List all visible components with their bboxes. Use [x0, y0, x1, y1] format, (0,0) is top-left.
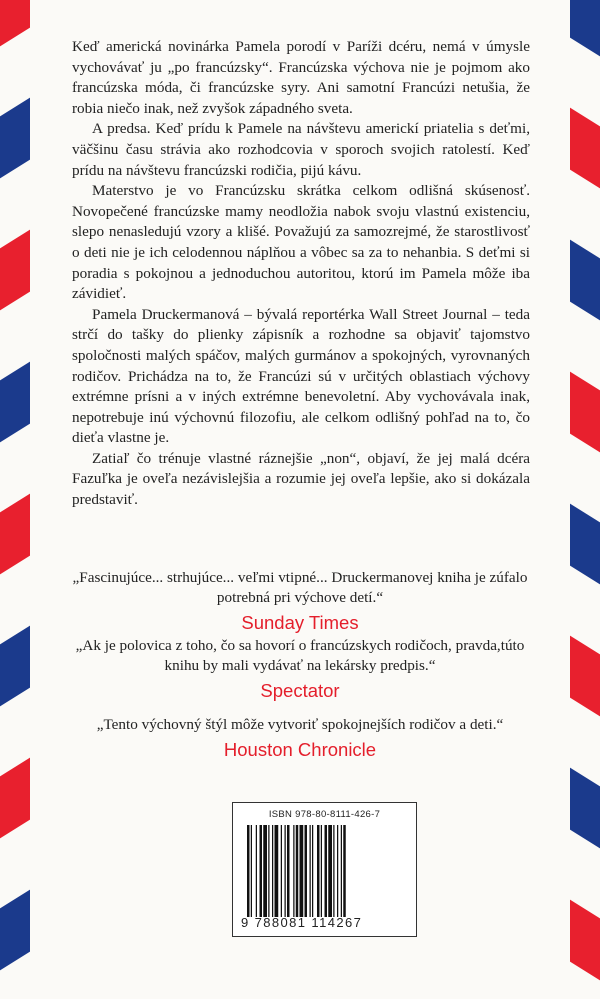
barcode-bar [296, 825, 299, 917]
barcode-bar [293, 825, 294, 917]
border-stripe-red [570, 108, 600, 199]
border-stripe-blue [0, 626, 30, 717]
barcode-digits: 9 788081 114267 [241, 915, 363, 930]
quote-text: „Fascinujúce... strhujúce... veľmi vtipné... Druckermanovej kniha je zúfalo potrebná pri výchove detí.“ [72, 569, 528, 606]
quote-text: „Ak je polovica z toho, čo sa hovorí o francúzskych rodičoch, pravda,túto knihu by mali vydávať na lekársky predpis.“ [75, 637, 525, 674]
barcode-bar [341, 825, 342, 917]
border-stripe-blue [0, 890, 30, 981]
barcode-bar [256, 825, 257, 917]
border-stripe-blue [0, 362, 30, 453]
barcode-bar [312, 825, 313, 917]
border-stripe-red [0, 230, 30, 321]
border-stripe-red [570, 900, 600, 991]
border-stripe-red [0, 758, 30, 849]
barcode-bar [310, 825, 311, 917]
barcode-bar [260, 825, 263, 917]
border-stripe-blue [570, 0, 600, 66]
blurb-text [72, 37, 530, 511]
review-quote [60, 568, 540, 634]
barcode-bar [263, 825, 267, 917]
barcode-bar [325, 825, 328, 917]
barcode-bar [333, 825, 334, 917]
quote-text: „Tento výchovný štýl môže vytvoriť spokojnejších rodičov a deti.“ [96, 716, 504, 733]
border-stripe-blue [570, 768, 600, 859]
barcode-bar [328, 825, 332, 917]
barcode-bar [268, 825, 269, 917]
barcode-bar [247, 825, 250, 917]
barcode-bar [317, 825, 320, 917]
barcode-bar [275, 825, 279, 917]
barcode-bar [321, 825, 322, 917]
border-stripe-red [570, 372, 600, 463]
quote-source: Sunday Times [241, 612, 359, 633]
quote-source: Houston Chronicle [223, 739, 377, 760]
blurb-paragraph: Materstvo je vo Francúzsku skrátka celkom odlišná skúsenosť. Novopečené francúzske mamy neodložia nabok svoju vlastnú existenciu, slepo nenasledujú vzory a klišé. Považujú za samozrejmé, že starostlivosť o deti nie je ich celodennou náplňou a vôbec sa za to nehanbia. S deťmi si poradia s pokojnou a jednoduchou autoritou, ktorú im Pamela môže iba závidieť. [72, 182, 530, 303]
barcode-bar [287, 825, 290, 917]
border-stripe-blue [570, 240, 600, 331]
border-stripe-red [570, 636, 600, 727]
barcode-bar [337, 825, 338, 917]
airmail-border-left [0, 0, 30, 999]
quote-source: Spectator [260, 680, 340, 701]
border-stripe-red [0, 494, 30, 585]
review-quote [60, 636, 540, 702]
barcode-bar [251, 825, 252, 917]
border-stripe-red [0, 0, 30, 56]
barcode-bars [247, 825, 405, 917]
barcode-bar [305, 825, 308, 917]
barcode-bar [343, 825, 346, 917]
blurb-paragraph: Zatiaľ čo trénuje vlastné ráznejšie „non“, objaví, že jej malá dcéra Fazuľka je oveľa nezávislejšia a rozumie jej oveľa lepšie, ako si dokázala predstaviť. [72, 449, 530, 509]
review-quote [60, 715, 540, 761]
barcode-bar [285, 825, 286, 917]
isbn-label: ISBN 978-80-8111-426-7 [268, 809, 381, 820]
barcode-bar [272, 825, 273, 917]
blurb-paragraph: Pamela Druckermanová – bývalá reportérka Wall Street Journal – teda strčí do tašky do plienky zápisník a rozhodne sa objaviť tajomstvo spoločnosti malých spáčov, malých gurmánov a spokojných, vyrovnaných rodičov. Prichádza na to, že Francúzi sú v určitých oblastiach výchovy extrémne prísni a v iných extrémne benevoletní. Aby vychovávala inak, nepotrebuje inú výchovnú filozofiu, ale celkom odlišný pohľad na to, čo dieťa vlastne je. [72, 305, 530, 447]
blurb-paragraph: Keď americká novinárka Pamela porodí v Paríži dcéru, nemá v úmysle vychovávať ju „po francúzsky“. Francúzska výchova nie je pojmom ako francúzska móda, či francúzske syry. Ani samotní Francúzi netušia, že robia niečo inak, než zvyšok západného sveta. [72, 38, 530, 117]
barcode-bar [281, 825, 282, 917]
border-stripe-blue [570, 504, 600, 595]
blurb-paragraph: A predsa. Keď prídu k Pamele na návštevu americkí priatelia s deťmi, väčšinu času strávia ako rozhodcovia v sporoch svojich ratolestí. Keď prídu na návštevu francúzski rodičia, pijú kávu. [72, 120, 530, 179]
border-stripe-blue [0, 98, 30, 189]
barcode-box [232, 802, 417, 937]
barcode-bar [300, 825, 304, 917]
airmail-border-right [570, 0, 600, 999]
